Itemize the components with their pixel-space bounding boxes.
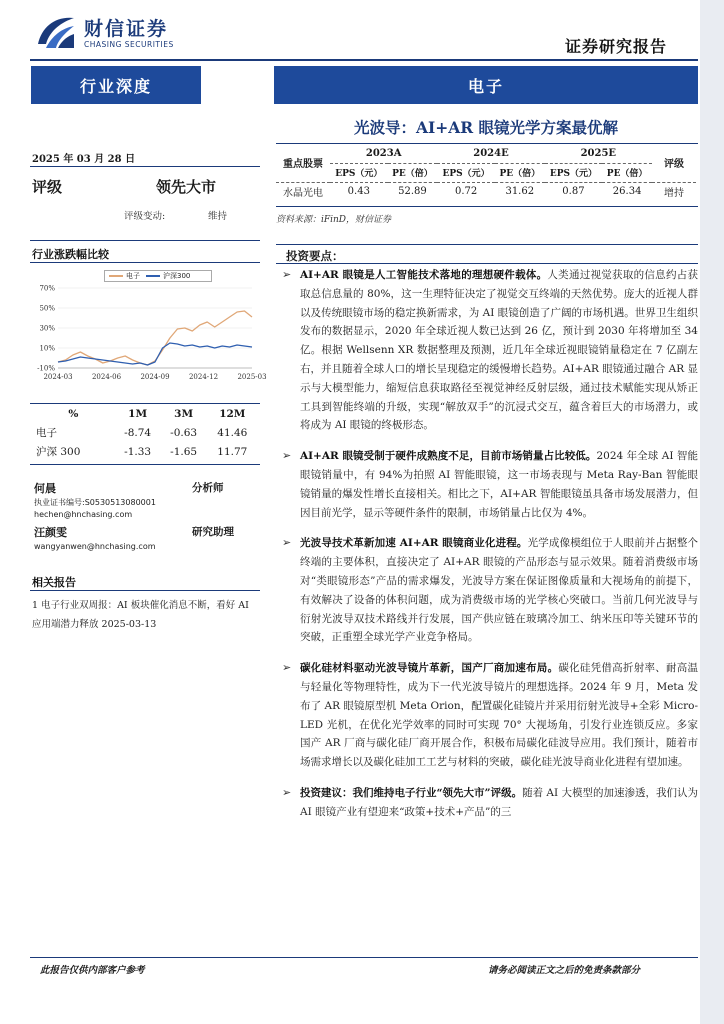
bullet-arrow-icon: ➢ bbox=[282, 268, 292, 281]
section-divider bbox=[30, 240, 260, 241]
year-header: 2023A bbox=[330, 144, 437, 163]
analyst-role: 分析师 bbox=[192, 482, 224, 494]
footer-notice: 请务必阅读正文之后的免责条款部分 bbox=[488, 965, 641, 976]
metric-header: EPS（元） bbox=[545, 163, 603, 182]
y-tick-label: 50% bbox=[39, 304, 55, 313]
industry-trend-chart bbox=[30, 282, 267, 388]
x-tick-label: 2024-03 bbox=[43, 373, 73, 381]
perf-cell: -1.65 bbox=[170, 445, 198, 458]
list-item bbox=[282, 447, 698, 522]
investment-points bbox=[282, 266, 698, 834]
year-header: 2024E bbox=[437, 144, 544, 163]
list-item bbox=[282, 266, 698, 435]
legend-label-electronics: 电子 bbox=[126, 272, 140, 280]
rating-header: 评级 bbox=[652, 144, 696, 182]
rating-change-label: 评级变动: bbox=[124, 211, 166, 222]
stock-value: 0.43 bbox=[347, 186, 370, 198]
table-source: 资料来源：iFinD，财信证券 bbox=[276, 215, 392, 225]
performance-table bbox=[32, 404, 258, 461]
analyst-name: 何晨 bbox=[34, 482, 56, 495]
x-tick-label: 2024-06 bbox=[91, 373, 122, 381]
stock-name: 水晶光电 bbox=[283, 188, 323, 200]
date-divider bbox=[30, 166, 260, 167]
trend-section-title: 行业涨跌幅比较 bbox=[32, 248, 109, 261]
table-bottom-rule bbox=[30, 464, 260, 465]
legend-item-electronics bbox=[109, 271, 140, 281]
assistant-email: wangyanwen@hnchasing.com bbox=[34, 542, 156, 551]
point-body: 2024 年全球 AI 智能眼镜销量中，有 94%为拍照 AI 智能眼镜，这一市场表现与 Meta Ray-Ban 智能眼镜销量的爆发性增长直接相关。相比之下，AI+AR 智能眼镜虽具备市场发展潜力，但因目前光学，显示等硬件条件的限制，市场销量占比仅为 4%。 bbox=[300, 450, 698, 519]
performance-header-row bbox=[32, 404, 258, 423]
chart-legend bbox=[104, 270, 212, 282]
stock-value: 0.87 bbox=[562, 186, 585, 198]
industry-band: 电子 bbox=[274, 66, 698, 104]
rating-value: 领先大市 bbox=[156, 178, 217, 196]
table-row bbox=[276, 182, 696, 201]
metric-header: PE（倍） bbox=[388, 163, 438, 182]
rating-change-value: 维持 bbox=[208, 211, 228, 222]
metric-header: PE（倍） bbox=[495, 163, 545, 182]
perf-cell: -0.63 bbox=[170, 426, 198, 439]
stock-value: 0.72 bbox=[454, 186, 478, 198]
bullet-arrow-icon: ➢ bbox=[282, 661, 292, 675]
year-header: 2025E bbox=[545, 144, 652, 163]
y-tick-label: 10% bbox=[39, 344, 55, 353]
section-divider bbox=[30, 590, 260, 591]
perf-cell: 电子 bbox=[36, 427, 57, 439]
metric-header: EPS（元） bbox=[330, 163, 388, 182]
legend-label-hs300: 沪深300 bbox=[163, 272, 191, 280]
legend-swatch-hs300 bbox=[146, 275, 160, 277]
brand-name-en: CHASING SECURITIES bbox=[84, 40, 174, 49]
stock-value: 31.62 bbox=[505, 186, 535, 198]
points-top-rule bbox=[276, 244, 698, 245]
point-body: 人类通过视觉获取的信息约占获取总信息量的 80%，这一生理特征决定了视觉交互终端的天然优势。庞大的近视人群以及传统眼镜市场的稳定换新需求，为 AI 眼镜创造了广阔的市场机遇。世界卫生组织发布的数据显示，2020 年全球近视人数已达到 26 亿，预计到 2030 年将增加至 34 亿。根据 Wellsenn XR 数据整理及预测，近几年全球近视眼镜销量稳定在 7 亿副左右，并且随着全球人口的增长呈现稳定的缓慢增长趋势。AI+AR 眼镜通过融合 AR 显示与大模型能力，缩短信息获取路径至视觉神经反射层级，通过技术赋能实现从矫正工具到智能终端的升级，实现“解放双手”的沉浸式交互，蕴含着巨大的市场潜力，或将成为 AI 眼镜的终极形态。 bbox=[300, 269, 698, 432]
bullet-arrow-icon: ➢ bbox=[282, 785, 292, 799]
report-date: 2025 年 03 月 28 日 bbox=[32, 154, 136, 165]
stock-value: 26.34 bbox=[612, 186, 642, 198]
assistant-name: 汪颜雯 bbox=[34, 526, 67, 539]
perf-cell: 41.46 bbox=[217, 426, 248, 439]
point-body: 碳化硅凭借高折射率、耐高温与轻量化等物理特性，成为下一代光波导镜片的理想选择。2024 年 9 月，Meta 发布了 AR 眼镜原型机 Meta Orion，配置碳化硅镜片并采用衍射光波导+全彩 Micro-LED 光机，在优化光学效率的同时可实现 70° 大视场角，引发行业连锁反应。多家国产 AR 厂商与碳化硅厂商开展合作，积极布局碳化硅波导应用。我们预计，随着市场需求增长以及碳化硅加工工艺与材料的突破，碳化硅光波导商业化进程有望加速。 bbox=[300, 662, 699, 769]
key-stocks-header-row bbox=[276, 144, 696, 163]
point-lead: 光波导技术革新加速 AI+AR 眼镜商业化进程。 bbox=[300, 537, 528, 550]
bullet-arrow-icon: ➢ bbox=[282, 449, 292, 463]
x-tick-label: 2025-03 bbox=[237, 373, 267, 381]
point-body: 光学成像模组位于人眼前并占据整个终端的主要体积，直接决定了 AI+AR 眼镜的产品形态与显示效果。随着消费级市场对“类眼镜形态”产品的需求爆发，光波导方案在保证图像质量和大视场角的前提下，有效解决了设备的体积问题，成为消费级市场的光学核心突破口。当前几何光波导与衍射光波导双技术路线并行发展，国产供应链在玻璃冷加工、纳米压印等关键环节的突破，正重塑全球光学产业竞争格局。 bbox=[300, 537, 698, 644]
key-stocks-subheader-row bbox=[276, 163, 696, 182]
report-type: 证券研究报告 bbox=[565, 37, 668, 56]
metric-header: PE（倍） bbox=[602, 163, 652, 182]
point-lead: 投资建议：我们维持电子行业“领先大市”评级。 bbox=[300, 786, 523, 799]
point-body: 随着 AI 大模型的加速渗透，我们认为 AI 眼镜产业有望迎来“政策+技术+产品”的三 bbox=[300, 786, 698, 818]
point-lead: 碳化硅材料驱动光波导镜片革新，国产厂商加速布局。 bbox=[300, 662, 559, 675]
assistant-role: 研究助理 bbox=[192, 526, 234, 538]
page-side-strip bbox=[700, 0, 724, 1024]
table-top-rule bbox=[30, 403, 260, 404]
stock-value: 52.89 bbox=[398, 186, 427, 198]
legend-item-hs300 bbox=[146, 271, 190, 281]
series-line-electronics bbox=[58, 311, 252, 365]
related-report-item[interactable]: 1 电子行业双周报：AI 板块催化消息不断，看好 AI 应用端潜力释放 2025-03-13 bbox=[32, 600, 249, 630]
table-row bbox=[32, 423, 258, 442]
point-lead: AI+AR 眼镜是人工智能技术落地的理想硬件载体。 bbox=[300, 269, 548, 281]
list-item bbox=[282, 784, 698, 822]
perf-col-header: 3M bbox=[174, 407, 194, 420]
analyst-email: hechen@hnchasing.com bbox=[34, 510, 133, 519]
category-band: 行业深度 bbox=[31, 66, 201, 104]
series-line-hs300 bbox=[58, 343, 252, 365]
point-lead: AI+AR 眼镜受制于硬件成熟度不足，目前市场销量占比较低。 bbox=[300, 450, 597, 463]
list-item bbox=[282, 659, 698, 772]
key-stocks-table bbox=[276, 144, 696, 201]
stock-table-top-rule bbox=[276, 143, 698, 144]
table-row bbox=[32, 442, 258, 461]
stock-rating: 增持 bbox=[664, 188, 684, 200]
y-tick-label: -10% bbox=[37, 364, 55, 373]
points-title: 投资要点： bbox=[286, 249, 344, 263]
section-divider bbox=[30, 262, 260, 263]
perf-col-header: 1M bbox=[128, 407, 148, 420]
footer-divider bbox=[30, 957, 698, 958]
related-section-title: 相关报告 bbox=[32, 576, 76, 589]
metric-header: EPS（元） bbox=[437, 163, 495, 182]
rating-label: 评级 bbox=[32, 178, 63, 196]
x-tick-label: 2024-09 bbox=[140, 373, 170, 381]
y-tick-label: 30% bbox=[39, 324, 55, 333]
perf-col-header: 12M bbox=[219, 407, 246, 420]
bullet-arrow-icon: ➢ bbox=[282, 536, 292, 550]
x-tick-label: 2024-12 bbox=[188, 373, 219, 381]
perf-cell: -8.74 bbox=[124, 426, 152, 439]
y-tick-label: 70% bbox=[39, 284, 55, 293]
brand-logo-icon bbox=[36, 14, 76, 50]
list-item bbox=[282, 534, 698, 647]
perf-cell: 沪深 300 bbox=[36, 446, 81, 458]
footer-disclaimer: 此报告仅供内部客户参考 bbox=[40, 965, 145, 976]
perf-col-header: % bbox=[68, 407, 79, 420]
perf-cell: -1.33 bbox=[124, 445, 152, 458]
perf-cell: 11.77 bbox=[217, 445, 248, 458]
stock-table-bottom-rule bbox=[276, 206, 698, 207]
page-title: 光波导：AI+AR 眼镜光学方案最优解 bbox=[353, 118, 619, 137]
brand-name: 财信证券 bbox=[84, 18, 169, 40]
legend-swatch-electronics bbox=[109, 275, 123, 277]
key-stocks-label: 重点股票 bbox=[276, 144, 330, 182]
points-underline bbox=[276, 263, 698, 264]
header-divider bbox=[30, 59, 698, 61]
analyst-cert: 执业证书编号:S0530513080001 bbox=[34, 498, 156, 507]
